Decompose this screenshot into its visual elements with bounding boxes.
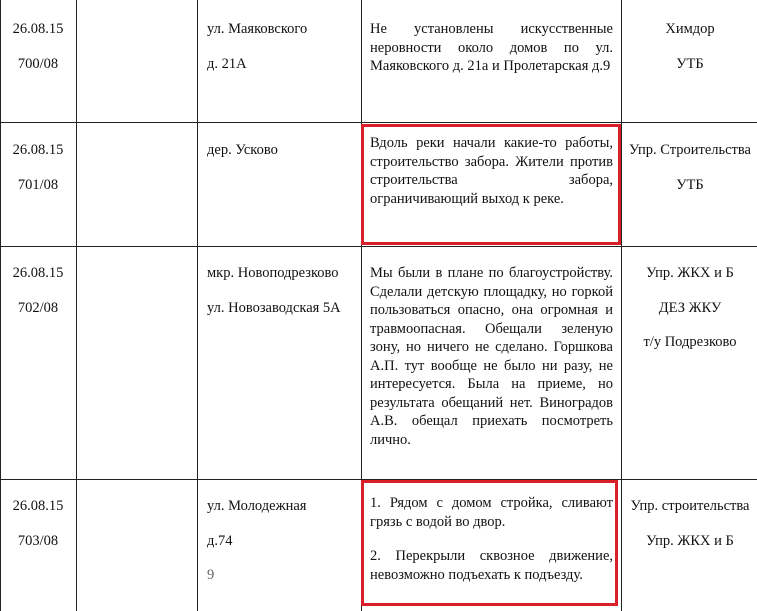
responsible-cell <box>623 497 757 550</box>
responsible-line: Упр. ЖКХ и Б <box>646 265 734 281</box>
complaint-item: 2. Перекрыли сквозное движение, невозможно подъехать к подъезду. <box>370 548 613 583</box>
responsible-cell <box>623 264 757 352</box>
responsible-cell <box>623 141 757 194</box>
responsible-line: т/у Подрезково <box>643 334 737 350</box>
address-line: ул. Новозаводская 5А <box>207 299 341 316</box>
responsible-line: УТБ <box>676 55 704 72</box>
table-border-col1 <box>76 0 77 611</box>
row-date: 26.08.15 <box>12 142 64 158</box>
responsible-line: Упр. Строительства <box>629 142 751 158</box>
complaint-text: Мы были в плане по благоустройству. Сделали детскую площадку, но горкой пользоваться опасно, она огромная и травмоопасная. Обещали зеленую зону, но ничего не сделано. Горшкова А.П. тут вообще не было ни разу, не интересуется. Была на приеме, но результата обещаний нет. Виноградов А.В. обещал приехать посмотреть лично. <box>370 265 613 448</box>
complaint-cell <box>370 264 613 449</box>
address-cell <box>207 497 357 585</box>
date-cell <box>0 264 76 317</box>
date-cell <box>0 141 76 194</box>
row-date: 26.08.15 <box>12 498 64 514</box>
responsible-line: Химдор <box>665 21 715 37</box>
row-date: 26.08.15 <box>12 21 64 37</box>
address-line: ул. Молодежная <box>207 498 307 514</box>
date-cell <box>0 20 76 73</box>
row-number: 703/08 <box>17 532 59 549</box>
address-line: д.74 <box>207 532 233 549</box>
table-border-row3 <box>0 479 757 480</box>
address-cell <box>207 20 357 73</box>
complaint-text: Вдоль реки начали какие-то работы, строительство забора. Жители против строительства забора, ограничивающий выход к реке. <box>370 135 613 207</box>
responsible-cell <box>623 20 757 73</box>
row-date: 26.08.15 <box>12 265 64 281</box>
table-border-row1 <box>0 122 757 123</box>
address-line: мкр. Новоподрезково <box>207 265 339 281</box>
complaint-cell <box>370 20 613 76</box>
table-border-row2 <box>0 246 757 247</box>
complaint-item: 1. Рядом с домом стройка, сливают грязь с водой во двор. <box>370 495 613 530</box>
row-number: 701/08 <box>17 176 59 193</box>
table-border-col3 <box>361 0 362 611</box>
address-cell <box>207 264 357 317</box>
responsible-line: ДЕЗ ЖКУ <box>658 299 722 316</box>
address-cell <box>207 141 357 160</box>
responsible-line: Упр. строительства <box>630 498 750 514</box>
address-line: ул. Маяковского <box>207 21 308 37</box>
table-border-col2 <box>197 0 198 611</box>
table-border-col4 <box>621 0 622 611</box>
responsible-line: УТБ <box>676 176 704 193</box>
complaint-cell <box>370 134 613 208</box>
complaint-text: Не установлены искусственные неровности около домов по ул. Маяковского д. 21а и Пролетарская д.9 <box>370 21 613 74</box>
complaint-cell <box>370 494 613 584</box>
address-line: 9 <box>207 567 215 583</box>
address-line: дер. Усково <box>207 142 278 158</box>
row-number: 702/08 <box>17 299 59 316</box>
row-number: 700/08 <box>17 55 59 72</box>
responsible-line: Упр. ЖКХ и Б <box>646 532 734 549</box>
date-cell <box>0 497 76 550</box>
address-line: д. 21А <box>207 55 247 72</box>
